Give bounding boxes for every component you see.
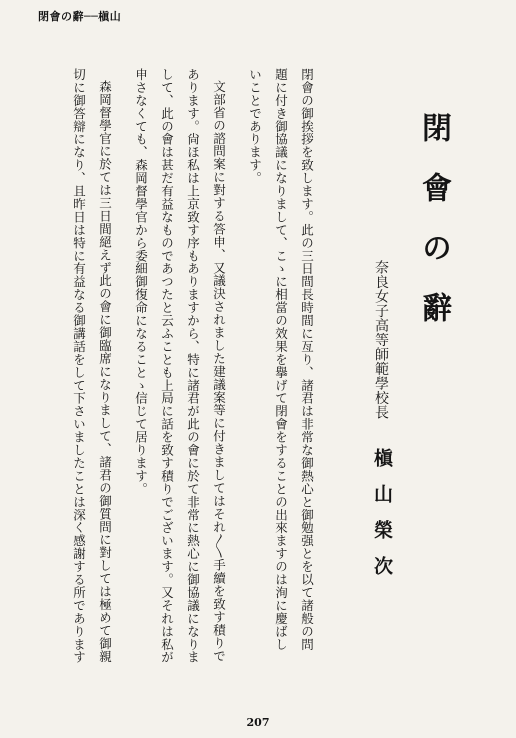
author-name: 槇山榮次 (371, 448, 393, 592)
running-head: 閉會の辭──槇山 (38, 10, 122, 23)
body-column: 切に御答辯になり、且昨日は特に有益なる御講話をして下さいましたことは深く感謝する所であります (71, 68, 87, 664)
body-column: 森岡督學官に於ては三日間絕えず此の會に御臨席になりまして、諸君の御質問に對しては極めて御親 (97, 80, 113, 663)
body-column: 文部省の諮問案に對する答申、又議決されました建議案等に付きましてはそれ〳〵手續を致す積りで (211, 80, 227, 663)
page-number: 207 (246, 716, 270, 729)
body-column: 閉會の御挨拶を致します。此の三日間長時間に亙り、諸君は非常な御熱心と御勉强とを以て諸般の問 (299, 68, 315, 651)
author-affiliation: 奈良女子高等師範學校長 (373, 260, 389, 420)
page-title: 閉會の辭 (416, 112, 451, 352)
body-column: あります。尙ほ私は上京致す序もありますから、特に諸君が此の會に於て非常に熱心に御協議になりま (185, 68, 201, 664)
body-column: いことであります。 (247, 68, 263, 185)
body-column: 申さなくても、森岡督學官から委細御復命になることゝ信じて居ります。 (133, 68, 149, 496)
body-column: 題に付き御協議になりまして、こゝに相當の效果を擧げて閉會をすることの出來ますのは洵に慶ばし (273, 68, 289, 651)
body-column: して、此の會は甚だ有益なものであつたと云ふことも上局に話を致す積りでございます。又それは私が (159, 68, 175, 664)
